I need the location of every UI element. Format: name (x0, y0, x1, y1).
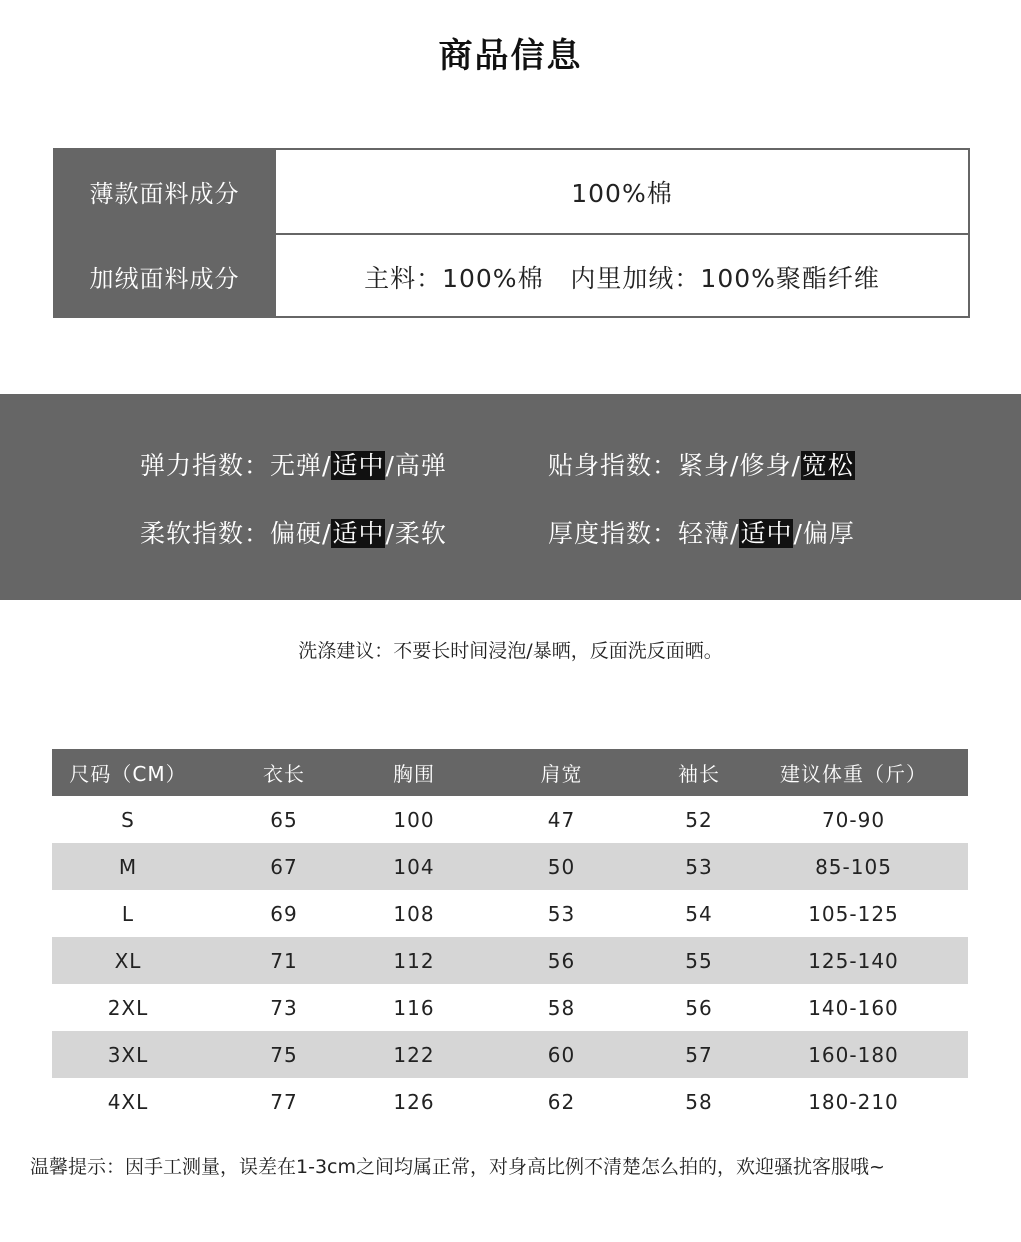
fit-label: 贴身指数： (548, 451, 679, 480)
table-row (52, 1031, 968, 1078)
cell-shoulder: 58 (547, 995, 576, 1020)
header-weight: 建议体重（斤） (739, 749, 968, 796)
cell-chest: 104 (364, 843, 464, 890)
cell-length: 75 (204, 1031, 364, 1078)
elasticity-option-2: 适中 (332, 451, 385, 480)
cell-size: L (121, 901, 135, 926)
thickness-label: 厚度指数： (548, 519, 679, 548)
fabric-label-fleece: 加绒面料成分 (55, 235, 274, 318)
softness-option-1: 偏硬 (270, 519, 323, 548)
cell-size: M (52, 843, 204, 890)
fit-option-2: 修身 (739, 451, 792, 480)
size-table (52, 749, 968, 1125)
elasticity-label: 弹力指数： (140, 451, 271, 480)
cell-length: 73 (270, 995, 298, 1020)
elasticity-index: 弹力指数：无弹/适中/高弹 (140, 451, 447, 480)
thickness-option-3: 偏厚 (802, 519, 855, 548)
cell-chest: 126 (393, 1089, 435, 1114)
fabric-value-thin: 100%棉 (274, 150, 968, 233)
page-title: 商品信息 (438, 36, 583, 76)
softness-index: 柔软指数：偏硬/适中/柔软 (140, 519, 447, 548)
header-length: 衣长 (204, 749, 364, 796)
cell-size: 3XL (52, 1031, 204, 1078)
cell-length: 69 (270, 901, 298, 926)
cell-sleeve: 55 (659, 937, 739, 984)
table-row (52, 796, 968, 843)
cell-sleeve: 57 (659, 1031, 739, 1078)
fabric-row-fleece (55, 233, 968, 318)
cell-size: 2XL (107, 995, 149, 1020)
cell-length: 67 (204, 843, 364, 890)
header-chest: 胸围 (364, 749, 464, 796)
cell-shoulder: 62 (547, 1089, 576, 1114)
thickness-index: 厚度指数：轻薄/适中/偏厚 (548, 519, 855, 548)
cell-weight: 85-105 (739, 843, 968, 890)
header-shoulder: 肩宽 (464, 749, 659, 796)
cell-chest: 112 (364, 937, 464, 984)
cell-shoulder: 47 (547, 807, 576, 832)
header-sleeve: 袖长 (659, 749, 739, 796)
cell-chest: 116 (393, 995, 435, 1020)
cell-chest: 122 (364, 1031, 464, 1078)
cell-chest: 100 (393, 807, 435, 832)
cell-length: 77 (270, 1089, 298, 1114)
cell-sleeve: 54 (685, 901, 713, 926)
elasticity-option-1: 无弹 (270, 451, 323, 480)
thickness-option-1: 轻薄 (678, 519, 731, 548)
cell-weight: 140-160 (808, 995, 899, 1020)
fabric-value-fleece: 主料：100%棉 内里加绒：100%聚酯纤维 (274, 235, 968, 318)
cell-weight: 70-90 (821, 807, 886, 832)
cell-weight: 160-180 (739, 1031, 968, 1078)
measurement-tip: 温馨提示：因手工测量，误差在1-3cm之间均属正常，对身高比例不清楚怎么拍的，欢迎骚扰客服哦~ (30, 1156, 885, 1178)
cell-sleeve: 58 (685, 1089, 713, 1114)
indices-band (0, 394, 1021, 600)
size-table-header (52, 749, 968, 796)
fabric-label-thin: 薄款面料成分 (55, 150, 274, 233)
softness-label: 柔软指数： (140, 519, 271, 548)
cell-sleeve: 53 (659, 843, 739, 890)
softness-option-2: 适中 (332, 519, 385, 548)
cell-sleeve: 52 (685, 807, 713, 832)
cell-length: 71 (204, 937, 364, 984)
cell-weight: 180-210 (808, 1089, 899, 1114)
table-row (52, 890, 968, 937)
softness-option-3: 柔软 (394, 519, 447, 548)
elasticity-option-3: 高弹 (394, 451, 447, 480)
table-row (52, 984, 968, 1031)
fit-option-1: 紧身 (678, 451, 731, 480)
fit-option-3: 宽松 (801, 451, 854, 480)
table-row (52, 1078, 968, 1125)
wash-advice: 洗涤建议：不要长时间浸泡/暴晒，反面洗反面晒。 (298, 640, 723, 662)
fit-index: 贴身指数：紧身/修身/宽松 (548, 451, 854, 480)
cell-size: S (121, 807, 135, 832)
table-row (52, 937, 968, 984)
table-row (52, 843, 968, 890)
cell-size: 4XL (107, 1089, 149, 1114)
cell-shoulder: 56 (464, 937, 659, 984)
cell-sleeve: 56 (685, 995, 713, 1020)
cell-weight: 105-125 (808, 901, 899, 926)
thickness-option-2: 适中 (740, 519, 793, 548)
cell-size: XL (52, 937, 204, 984)
cell-chest: 108 (393, 901, 435, 926)
fabric-composition-table (53, 148, 970, 318)
cell-weight: 125-140 (739, 937, 968, 984)
cell-shoulder: 60 (464, 1031, 659, 1078)
cell-shoulder: 50 (464, 843, 659, 890)
cell-length: 65 (270, 807, 298, 832)
cell-shoulder: 53 (547, 901, 576, 926)
fabric-row-thin (55, 150, 968, 233)
header-size: 尺码（CM） (52, 749, 204, 796)
